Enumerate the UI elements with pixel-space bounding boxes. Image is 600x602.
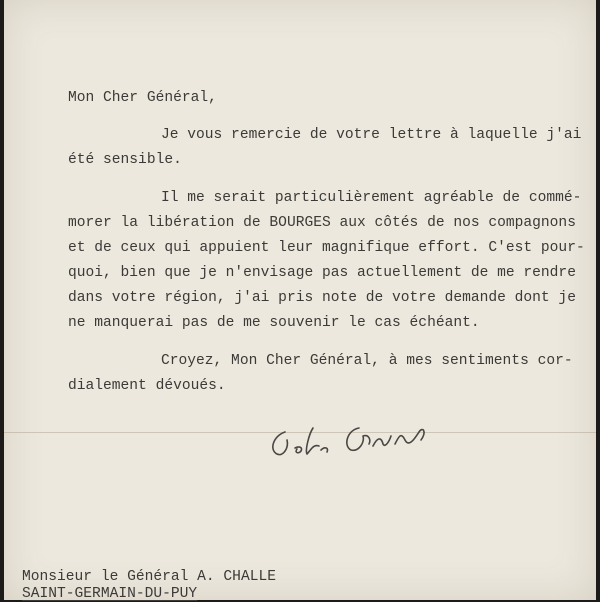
letter-body bbox=[4, 0, 585, 602]
paragraph-2-line-6: ne manquerai pas de me souvenir le cas échéant. bbox=[68, 315, 480, 331]
recipient-place: SAINT-GERMAIN-DU-PUY bbox=[22, 586, 198, 602]
letter-sheet bbox=[4, 0, 596, 600]
paragraph-2-line-3: et de ceux qui appuient leur magnifique effort. C'est pour- bbox=[68, 240, 585, 256]
salutation: Mon Cher Général, bbox=[68, 90, 217, 106]
paragraph-1-line-2: été sensible. bbox=[68, 152, 182, 168]
paragraph-3-line-1: Croyez, Mon Cher Général, à mes sentiments cor- bbox=[161, 353, 573, 369]
recipient-name: Monsieur le Général A. CHALLE bbox=[22, 569, 276, 585]
paragraph-1-line-1: Je vous remercie de votre lettre à laquelle j'ai bbox=[161, 127, 582, 143]
handwritten-signature bbox=[259, 410, 439, 470]
paragraph-3-line-2: dialement dévoués. bbox=[68, 378, 226, 394]
paragraph-2-line-2: morer la libération de BOURGES aux côtés de nos compagnons bbox=[68, 215, 576, 231]
paragraph-2-line-5: dans votre région, j'ai pris note de votre demande dont je bbox=[68, 290, 576, 306]
paragraph-2-line-4: quoi, bien que je n'envisage pas actuellement de me rendre bbox=[68, 265, 576, 281]
paragraph-2-line-1: Il me serait particulièrement agréable de commé- bbox=[161, 190, 582, 206]
